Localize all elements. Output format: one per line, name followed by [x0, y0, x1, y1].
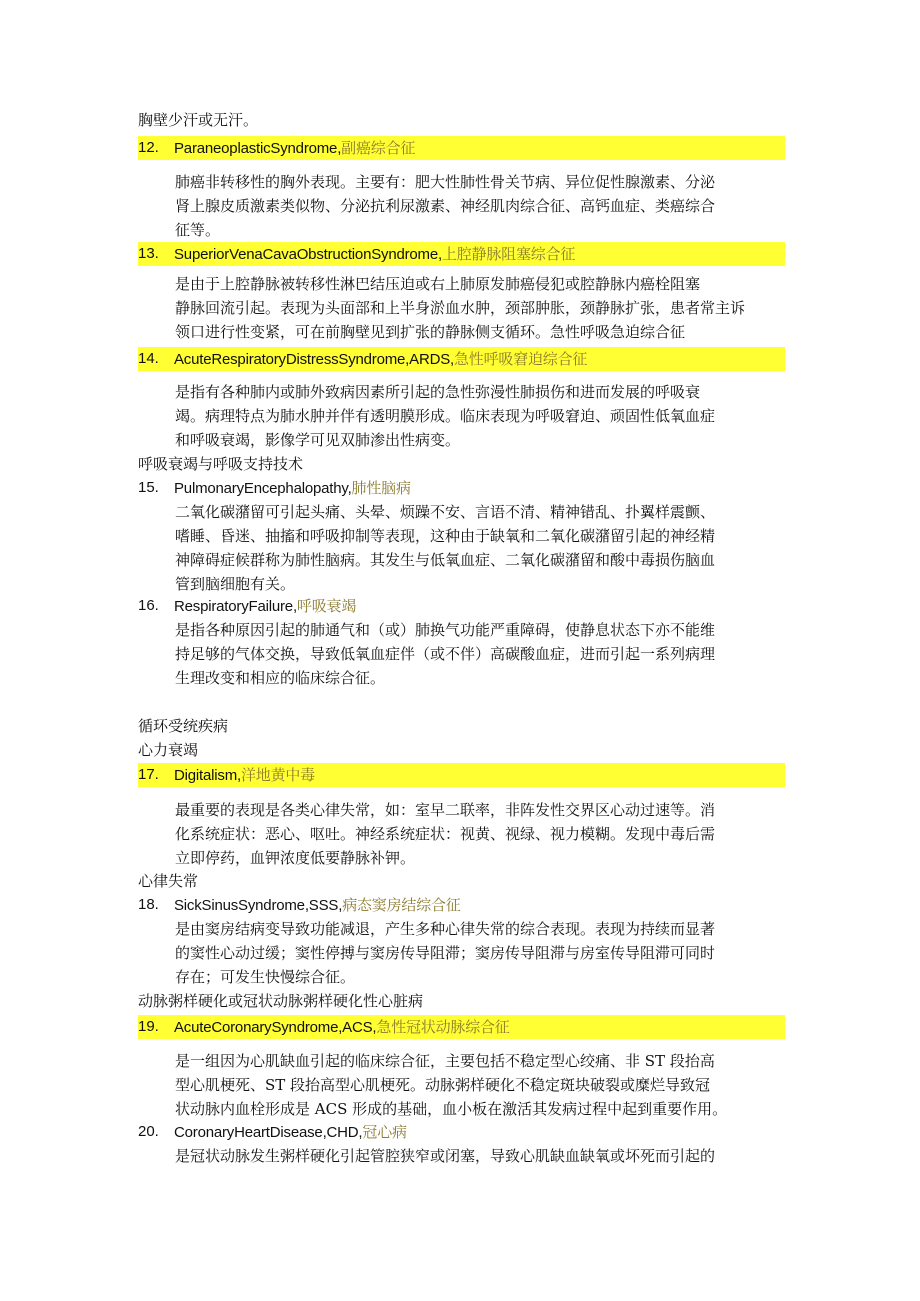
section-respiratory-failure: 呼吸衰竭与呼吸支持技术	[138, 455, 304, 473]
chinese-term: 洋地黄中毒	[240, 766, 315, 784]
entry-number: 17.	[138, 766, 159, 783]
chinese-term: 急性冠状动脉综合征	[376, 1018, 510, 1036]
entry-term	[174, 763, 315, 788]
english-term: CoronaryHeartDisease,CHD,	[174, 1124, 363, 1141]
entry-12-body-2: 肾上腺皮质激素类似物、分泌抗利尿激素、神经肌肉综合征、高钙血症、类癌综合	[175, 197, 716, 215]
entry-13-body-2: 静脉回流引起。表现为头面部和上半身淤血水肿，颈部肿胀，颈静脉扩张，患者常主诉	[175, 299, 746, 317]
section-coronary: 动脉粥样硬化或冠状动脉粥样硬化性心脏病	[138, 992, 424, 1010]
entry-14-body-2: 竭。病理特点为肺水肿并伴有透明膜形成。临床表现为呼吸窘迫、顽固性低氧血症	[175, 407, 716, 425]
entry-number: 12.	[138, 139, 159, 156]
intro-text: 胸壁少汗或无汗。	[138, 111, 259, 129]
entry-20-heading	[138, 1120, 785, 1144]
english-term: RespiratoryFailure,	[174, 598, 297, 615]
entry-17-body-2: 化系统症状：恶心、呕吐。神经系统症状：视黄、视绿、视力模糊。发现中毒后需	[175, 825, 716, 843]
entry-number: 18.	[138, 896, 159, 913]
entry-16-body-3: 生理改变和相应的临床综合征。	[175, 669, 386, 687]
entry-number: 20.	[138, 1123, 159, 1140]
entry-14-body-3: 和呼吸衰竭，影像学可见双肺渗出性病变。	[175, 431, 461, 449]
entry-17-body-1: 最重要的表现是各类心律失常，如：室早二联率，非阵发性交界区心动过速等。消	[175, 801, 716, 819]
entry-term	[174, 347, 587, 372]
entry-15-body-1: 二氧化碳潴留可引起头痛、头晕、烦躁不安、言语不清、精神错乱、扑翼样震颤、	[175, 503, 716, 521]
chinese-term: 急性呼吸窘迫综合征	[454, 350, 588, 368]
entry-term	[174, 594, 356, 619]
chinese-term: 上腔静脉阻塞综合征	[441, 245, 576, 263]
entry-16-body-1: 是指各种原因引起的肺通气和（或）肺换气功能严重障碍，使静息状态下亦不能维	[175, 621, 716, 639]
chinese-term: 副癌综合征	[341, 139, 416, 157]
entry-number: 15.	[138, 479, 159, 496]
entry-12-body-1: 肺癌非转移性的胸外表现。主要有：肥大性肺性骨关节病、异位促性腺激素、分泌	[175, 173, 716, 191]
entry-14-body-1: 是指有各种肺内或肺外致病因素所引起的急性弥漫性肺损伤和进而发展的呼吸衰	[175, 383, 701, 401]
entry-18-body-1: 是由窦房结病变导致功能减退，产生多种心律失常的综合表现。表现为持续而显著	[175, 920, 716, 938]
english-term: ParaneoplasticSyndrome,	[174, 140, 342, 157]
english-term: SickSinusSyndrome,SSS,	[174, 897, 343, 914]
entry-15-heading	[138, 476, 785, 500]
entry-17-heading	[138, 763, 785, 787]
chinese-term: 肺性脑病	[351, 479, 411, 497]
entry-14-heading	[138, 347, 785, 371]
entry-18-heading	[138, 893, 785, 917]
entry-number: 16.	[138, 597, 159, 614]
entry-15-body-4: 管到脑细胞有关。	[175, 575, 296, 593]
english-term: AcuteRespiratoryDistressSyndrome,ARDS,	[174, 351, 454, 368]
chinese-term: 病态窦房结综合征	[342, 896, 461, 914]
english-term: AcuteCoronarySyndrome,ACS,	[174, 1019, 377, 1036]
entry-12-body-3: 征等。	[175, 221, 221, 239]
entry-19-heading	[138, 1015, 785, 1039]
entry-number: 13.	[138, 245, 159, 262]
entry-20-body-1: 是冠状动脉发生粥样硬化引起管腔狭窄或闭塞，导致心肌缺血缺氧或坏死而引起的	[175, 1147, 716, 1165]
entry-12-heading	[138, 136, 785, 160]
entry-19-body-3: 状动脉内血栓形成是 ACS 形成的基础，血小板在激活其发病过程中起到重要作用。	[175, 1100, 728, 1118]
chinese-term: 冠心病	[362, 1123, 407, 1141]
entry-15-body-3: 神障碍症候群称为肺性脑病。其发生与低氧血症、二氧化碳潴留和酸中毒损伤脑血	[175, 551, 716, 569]
entry-19-body-2: 型心肌梗死、ST 段抬高型心肌梗死。动脉粥样硬化不稳定斑块破裂或糜烂导致冠	[175, 1076, 711, 1094]
entry-term	[174, 893, 461, 918]
entry-term	[174, 242, 575, 267]
entry-18-body-3: 存在；可发生快慢综合征。	[175, 968, 356, 986]
entry-term	[174, 1120, 407, 1145]
entry-term	[174, 136, 415, 161]
entry-13-body-3: 领口进行性变紧，可在前胸壁见到扩张的静脉侧支循环。急性呼吸急迫综合征	[175, 323, 686, 341]
english-term: SuperiorVenaCavaObstructionSyndrome,	[174, 246, 442, 263]
entry-15-body-2: 嗜睡、昏迷、抽搐和呼吸抑制等表现，这种由于缺氧和二氧化碳潴留引起的神经精	[175, 527, 716, 545]
english-term: Digitalism,	[174, 767, 241, 784]
entry-number: 19.	[138, 1018, 159, 1035]
section-arrhythmia: 心律失常	[138, 872, 199, 890]
entry-18-body-2: 的窦性心动过缓；窦性停搏与窦房传导阻滞；窦房传导阻滞与房室传导阻滞可同时	[175, 944, 716, 962]
entry-13-heading	[138, 242, 785, 266]
entry-number: 14.	[138, 350, 159, 367]
entry-16-heading	[138, 594, 785, 618]
entry-16-body-2: 持足够的气体交换，导致低氧血症伴（或不伴）高碳酸血症，进而引起一系列病理	[175, 645, 716, 663]
entry-17-body-3: 立即停药，血钾浓度低要静脉补钾。	[175, 849, 416, 867]
entry-term	[174, 1015, 510, 1040]
section-circulatory: 循环受统疾病	[138, 717, 229, 735]
english-term: PulmonaryEncephalopathy,	[174, 480, 352, 497]
entry-term	[174, 476, 411, 501]
entry-13-body-1: 是由于上腔静脉被转移性淋巴结压迫或右上肺原发肺癌侵犯或腔静脉内癌栓阻塞	[175, 275, 701, 293]
chinese-term: 呼吸衰竭	[296, 597, 357, 615]
entry-19-body-1: 是一组因为心肌缺血引起的临床综合征，主要包括不稳定型心绞痛、非 ST 段抬高	[175, 1052, 715, 1070]
section-heart-failure: 心力衰竭	[138, 741, 199, 759]
